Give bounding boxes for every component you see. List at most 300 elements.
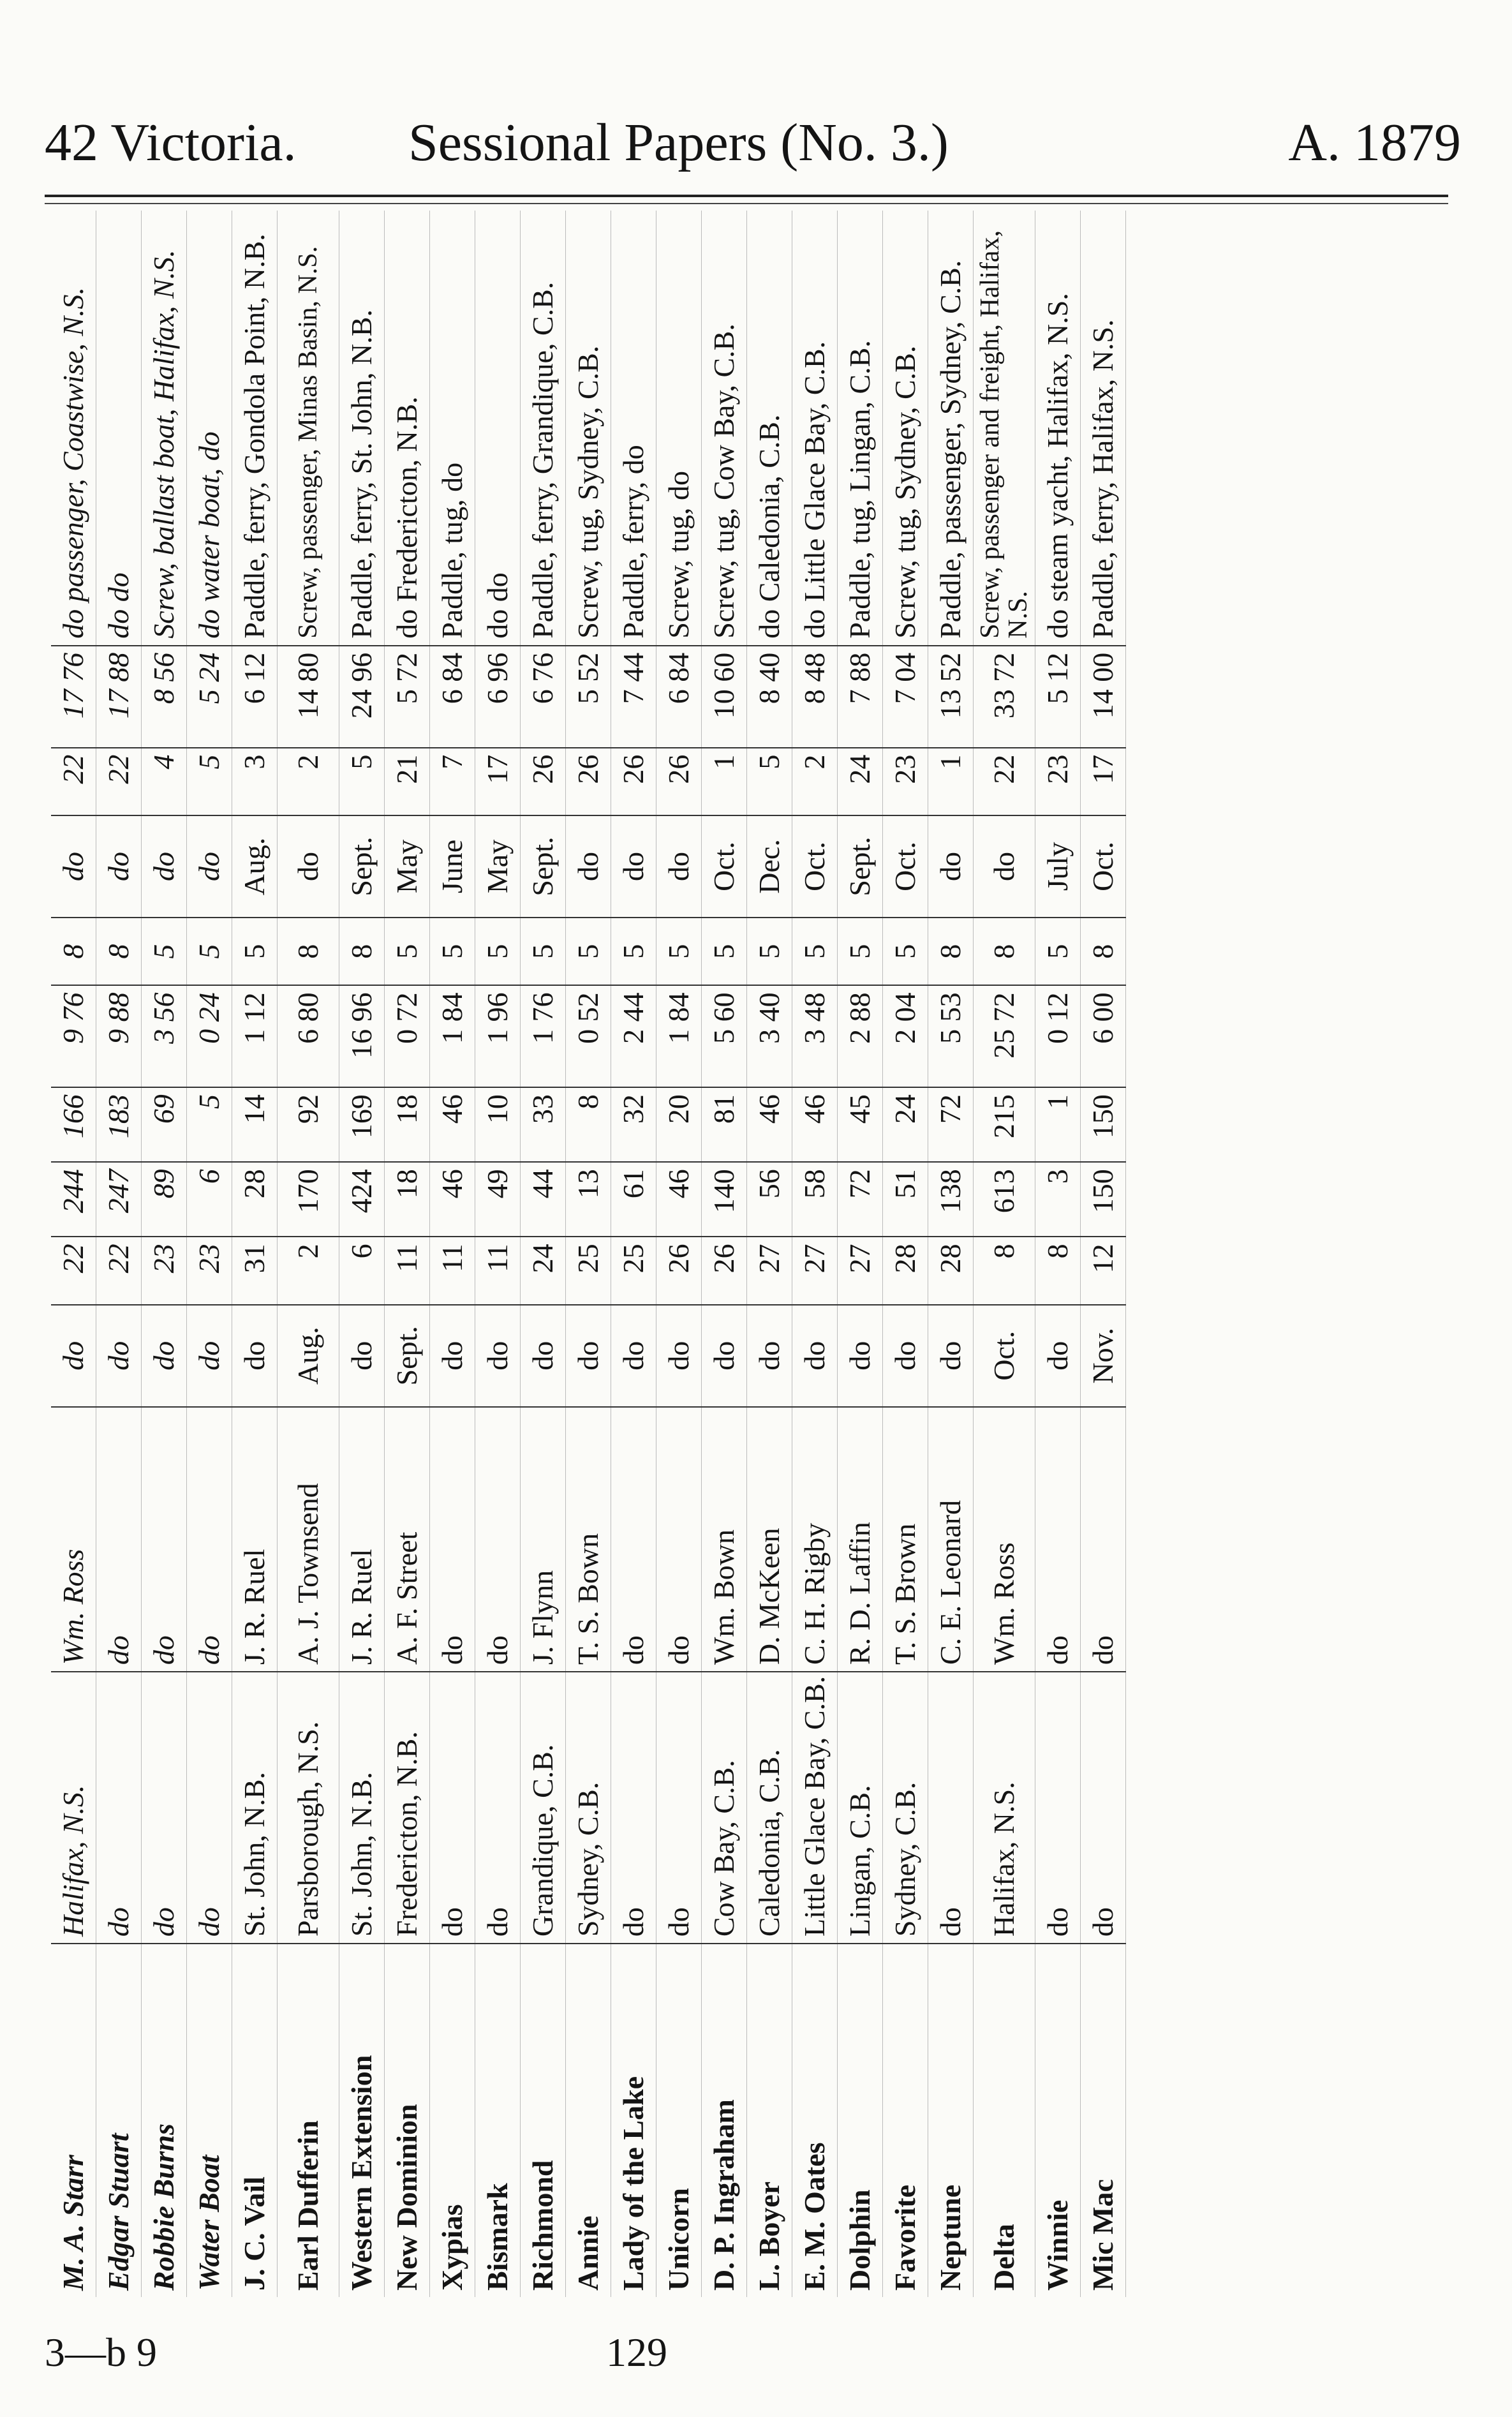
second-date-month: do [278, 815, 339, 918]
dues-amount: 1 84 [430, 985, 475, 1087]
dues-amount: 0 12 [1035, 985, 1081, 1087]
second-date-month: Sept. [521, 815, 566, 918]
vessel-description: Screw, ballast boat, Halifax, N.S. [142, 211, 187, 646]
ship-name: E. M. Oates [792, 1944, 838, 2297]
gross-tonnage: 613 [974, 1162, 1035, 1237]
ship-name: Richmond [521, 1944, 566, 2297]
table-row [1081, 211, 1126, 2297]
vessel-description: Screw, tug, Sydney, C.B. [883, 211, 928, 646]
rate-value: 5 [656, 918, 702, 986]
ship-name: Favorite [883, 1944, 928, 2297]
owner-name: C. E. Leonard [928, 1407, 974, 1672]
register-tonnage: 32 [611, 1087, 656, 1162]
dues-amount: 0 24 [187, 985, 232, 1087]
second-date-month: Oct. [1081, 815, 1126, 918]
ship-name: Annie [566, 1944, 611, 2297]
second-date-month: do [974, 815, 1035, 918]
dues-amount: 9 76 [51, 985, 96, 1087]
second-date-month: Aug. [232, 815, 278, 918]
rate-value: 5 [838, 918, 883, 986]
rate-value: 5 [566, 918, 611, 986]
rate-value: 8 [96, 918, 142, 986]
gross-tonnage: 61 [611, 1162, 656, 1237]
second-date-day: 17 [1081, 748, 1126, 816]
gross-tonnage: 18 [385, 1162, 430, 1237]
date-day: 2 [278, 1237, 339, 1305]
register-tonnage: 46 [792, 1087, 838, 1162]
register-tonnage: 8 [566, 1087, 611, 1162]
gross-tonnage: 150 [1081, 1162, 1126, 1237]
second-date-month: Oct. [792, 815, 838, 918]
second-date-month: do [51, 815, 96, 918]
register-tonnage: 150 [1081, 1087, 1126, 1162]
port-of-registry: do [430, 1672, 475, 1944]
date-day: 8 [1035, 1237, 1081, 1305]
second-date-month: do [142, 815, 187, 918]
vessel-description: Paddle, ferry, Gondola Point, N.B. [232, 211, 278, 646]
table-row [974, 211, 1035, 2297]
rate-value: 8 [278, 918, 339, 986]
total-amount: 10 60 [702, 646, 747, 748]
second-date-day: 5 [747, 748, 792, 816]
register-tonnage: 183 [96, 1087, 142, 1162]
port-of-registry: do [475, 1672, 521, 1944]
second-date-day: 1 [928, 748, 974, 816]
second-date-day: 21 [385, 748, 430, 816]
table-row [747, 211, 792, 2297]
date-day: 23 [142, 1237, 187, 1305]
gross-tonnage: 89 [142, 1162, 187, 1237]
header-session: 42 Victoria. [45, 113, 297, 172]
gross-tonnage: 46 [430, 1162, 475, 1237]
total-amount: 14 80 [278, 646, 339, 748]
date-month: do [792, 1305, 838, 1407]
rate-value: 5 [521, 918, 566, 986]
vessel-description: Screw, tug, Sydney, C.B. [566, 211, 611, 646]
vessel-description: do do [96, 211, 142, 646]
port-of-registry: Sydney, C.B. [566, 1672, 611, 1944]
gross-tonnage: 170 [278, 1162, 339, 1237]
port-of-registry: do [611, 1672, 656, 1944]
date-day: 8 [974, 1237, 1035, 1305]
date-month: Sept. [385, 1305, 430, 1407]
port-of-registry: St. John, N.B. [339, 1672, 385, 1944]
port-of-registry: Cow Bay, C.B. [702, 1672, 747, 1944]
ship-name: Lady of the Lake [611, 1944, 656, 2297]
total-amount: 24 96 [339, 646, 385, 748]
second-date-day: 3 [232, 748, 278, 816]
vessel-dues-table [51, 211, 1126, 2297]
table-row [928, 211, 974, 2297]
date-month: do [475, 1305, 521, 1407]
ship-name: Delta [974, 1944, 1035, 2297]
register-tonnage: 5 [187, 1087, 232, 1162]
date-day: 26 [702, 1237, 747, 1305]
date-month: do [232, 1305, 278, 1407]
header-year: A. 1879 [1288, 113, 1461, 172]
dues-amount: 6 80 [278, 985, 339, 1087]
rate-value: 8 [974, 918, 1035, 986]
ship-name: Water Boat [187, 1944, 232, 2297]
dues-amount: 0 72 [385, 985, 430, 1087]
rate-value: 5 [747, 918, 792, 986]
vessel-description: do passenger, Coastwise, N.S. [51, 211, 96, 646]
gross-tonnage: 28 [232, 1162, 278, 1237]
rate-value: 5 [475, 918, 521, 986]
port-of-registry: do [187, 1672, 232, 1944]
rotated-table-frame [51, 211, 1416, 2297]
second-date-day: 1 [702, 748, 747, 816]
date-day: 28 [883, 1237, 928, 1305]
date-day: 27 [747, 1237, 792, 1305]
register-tonnage: 24 [883, 1087, 928, 1162]
dues-amount: 2 44 [611, 985, 656, 1087]
second-date-day: 23 [1035, 748, 1081, 816]
register-tonnage: 18 [385, 1087, 430, 1162]
second-date-day: 4 [142, 748, 187, 816]
dues-amount: 1 96 [475, 985, 521, 1087]
second-date-month: do [96, 815, 142, 918]
total-amount: 7 04 [883, 646, 928, 748]
rate-value: 5 [1035, 918, 1081, 986]
date-month: do [702, 1305, 747, 1407]
second-date-month: Oct. [883, 815, 928, 918]
owner-name: do [611, 1407, 656, 1672]
ship-name: M. A. Starr [51, 1944, 96, 2297]
second-date-month: May [475, 815, 521, 918]
table-row [521, 211, 566, 2297]
register-tonnage: 69 [142, 1087, 187, 1162]
date-month: do [883, 1305, 928, 1407]
second-date-month: July [1035, 815, 1081, 918]
dues-amount: 1 12 [232, 985, 278, 1087]
second-date-day: 23 [883, 748, 928, 816]
gross-tonnage: 424 [339, 1162, 385, 1237]
date-month: do [142, 1305, 187, 1407]
table-row [838, 211, 883, 2297]
register-tonnage: 14 [232, 1087, 278, 1162]
date-month: do [656, 1305, 702, 1407]
rate-value: 8 [339, 918, 385, 986]
table-row [1035, 211, 1081, 2297]
second-date-month: May [385, 815, 430, 918]
date-month: do [187, 1305, 232, 1407]
port-of-registry: Lingan, C.B. [838, 1672, 883, 1944]
owner-name: D. McKeen [747, 1407, 792, 1672]
rate-value: 5 [232, 918, 278, 986]
owner-name: do [1035, 1407, 1081, 1672]
table-row [278, 211, 339, 2297]
owner-name: do [656, 1407, 702, 1672]
total-amount: 8 48 [792, 646, 838, 748]
date-day: 27 [838, 1237, 883, 1305]
owner-name: do [96, 1407, 142, 1672]
total-amount: 5 24 [187, 646, 232, 748]
vessel-description: Paddle, ferry, do [611, 211, 656, 646]
second-date-month: Sept. [339, 815, 385, 918]
table-row [51, 211, 96, 2297]
date-day: 12 [1081, 1237, 1126, 1305]
gross-tonnage: 140 [702, 1162, 747, 1237]
dues-amount: 3 56 [142, 985, 187, 1087]
total-amount: 13 52 [928, 646, 974, 748]
owner-name: T. S. Brown [883, 1407, 928, 1672]
date-month: Oct. [974, 1305, 1035, 1407]
rate-value: 8 [1081, 918, 1126, 986]
dues-amount: 2 88 [838, 985, 883, 1087]
dues-amount: 3 40 [747, 985, 792, 1087]
gross-tonnage: 244 [51, 1162, 96, 1237]
register-tonnage: 45 [838, 1087, 883, 1162]
owner-name: do [475, 1407, 521, 1672]
total-amount: 17 76 [51, 646, 96, 748]
register-tonnage: 46 [747, 1087, 792, 1162]
ship-name: Mic Mac [1081, 1944, 1126, 2297]
gross-tonnage: 3 [1035, 1162, 1081, 1237]
header-title: Sessional Papers (No. 3.) [408, 113, 949, 172]
table-row [792, 211, 838, 2297]
table-row [702, 211, 747, 2297]
date-day: 11 [430, 1237, 475, 1305]
rate-value: 5 [792, 918, 838, 986]
table-body [51, 211, 1126, 2297]
ship-name: Winnie [1035, 1944, 1081, 2297]
total-amount: 8 40 [747, 646, 792, 748]
table-row [611, 211, 656, 2297]
date-day: 24 [521, 1237, 566, 1305]
owner-name: C. H. Rigby [792, 1407, 838, 1672]
date-month: do [566, 1305, 611, 1407]
ship-name: Edgar Stuart [96, 1944, 142, 2297]
port-of-registry: Parsborough, N.S. [278, 1672, 339, 1944]
rate-value: 8 [51, 918, 96, 986]
ship-name: New Dominion [385, 1944, 430, 2297]
ship-name: L. Boyer [747, 1944, 792, 2297]
date-day: 28 [928, 1237, 974, 1305]
date-day: 22 [96, 1237, 142, 1305]
register-tonnage: 72 [928, 1087, 974, 1162]
table-row [883, 211, 928, 2297]
table-row [142, 211, 187, 2297]
gross-tonnage: 138 [928, 1162, 974, 1237]
vessel-description: Paddle, ferry, Halifax, N.S. [1081, 211, 1126, 646]
rate-value: 8 [928, 918, 974, 986]
second-date-day: 24 [838, 748, 883, 816]
vessel-description: do water boat, do [187, 211, 232, 646]
ship-name: Robbie Burns [142, 1944, 187, 2297]
second-date-month: do [187, 815, 232, 918]
total-amount: 6 12 [232, 646, 278, 748]
ship-name: Bismark [475, 1944, 521, 2297]
owner-name: R. D. Laffin [838, 1407, 883, 1672]
gross-tonnage: 49 [475, 1162, 521, 1237]
date-month: do [339, 1305, 385, 1407]
rate-value: 5 [187, 918, 232, 986]
rate-value: 5 [142, 918, 187, 986]
gross-tonnage: 44 [521, 1162, 566, 1237]
date-month: do [838, 1305, 883, 1407]
port-of-registry: Sydney, C.B. [883, 1672, 928, 1944]
vessel-description: do steam yacht, Halifax, N.S. [1035, 211, 1081, 646]
dues-amount: 5 60 [702, 985, 747, 1087]
table-row [232, 211, 278, 2297]
total-amount: 14 00 [1081, 646, 1126, 748]
port-of-registry: do [96, 1672, 142, 1944]
table-row [187, 211, 232, 2297]
gross-tonnage: 247 [96, 1162, 142, 1237]
second-date-day: 17 [475, 748, 521, 816]
owner-name: T. S. Bown [566, 1407, 611, 1672]
second-date-month: Dec. [747, 815, 792, 918]
vessel-description: do Fredericton, N.B. [385, 211, 430, 646]
date-month: do [96, 1305, 142, 1407]
date-day: 26 [656, 1237, 702, 1305]
vessel-description: do Caledonia, C.B. [747, 211, 792, 646]
owner-name: do [1081, 1407, 1126, 1672]
ship-name: Earl Dufferin [278, 1944, 339, 2297]
port-of-registry: Fredericton, N.B. [385, 1672, 430, 1944]
dues-amount: 9 88 [96, 985, 142, 1087]
register-tonnage: 20 [656, 1087, 702, 1162]
total-amount: 5 72 [385, 646, 430, 748]
ship-name: D. P. Ingraham [702, 1944, 747, 2297]
register-tonnage: 81 [702, 1087, 747, 1162]
owner-name: A. J. Townsend [278, 1407, 339, 1672]
dues-amount: 3 48 [792, 985, 838, 1087]
port-of-registry: Halifax, N.S. [974, 1672, 1035, 1944]
owner-name: Wm. Ross [974, 1407, 1035, 1672]
dues-amount: 0 52 [566, 985, 611, 1087]
second-date-month: Sept. [838, 815, 883, 918]
rate-value: 5 [385, 918, 430, 986]
second-date-day: 2 [792, 748, 838, 816]
total-amount: 33 72 [974, 646, 1035, 748]
total-amount: 8 56 [142, 646, 187, 748]
ship-name: Dolphin [838, 1944, 883, 2297]
date-day: 31 [232, 1237, 278, 1305]
dues-amount: 5 53 [928, 985, 974, 1087]
second-date-month: do [611, 815, 656, 918]
register-tonnage: 33 [521, 1087, 566, 1162]
vessel-description: do do [475, 211, 521, 646]
total-amount: 17 88 [96, 646, 142, 748]
total-amount: 6 76 [521, 646, 566, 748]
second-date-day: 22 [96, 748, 142, 816]
owner-name: do [430, 1407, 475, 1672]
second-date-month: Oct. [702, 815, 747, 918]
dues-amount: 2 04 [883, 985, 928, 1087]
register-tonnage: 10 [475, 1087, 521, 1162]
rate-value: 5 [702, 918, 747, 986]
port-of-registry: Little Glace Bay, C.B. [792, 1672, 838, 1944]
second-date-month: do [928, 815, 974, 918]
vessel-description: do Little Glace Bay, C.B. [792, 211, 838, 646]
register-tonnage: 46 [430, 1087, 475, 1162]
owner-name: J. R. Ruel [339, 1407, 385, 1672]
table-row [475, 211, 521, 2297]
date-day: 27 [792, 1237, 838, 1305]
port-of-registry: St. John, N.B. [232, 1672, 278, 1944]
header-rule-thin [45, 203, 1448, 204]
header-rule [45, 195, 1448, 197]
date-month: do [611, 1305, 656, 1407]
dues-amount: 1 76 [521, 985, 566, 1087]
date-day: 23 [187, 1237, 232, 1305]
date-month: Aug. [278, 1305, 339, 1407]
second-date-day: 7 [430, 748, 475, 816]
owner-name: Wm. Ross [51, 1407, 96, 1672]
owner-name: do [187, 1407, 232, 1672]
total-amount: 7 88 [838, 646, 883, 748]
vessel-description: Paddle, tug, Lingan, C.B. [838, 211, 883, 646]
vessel-description: Screw, passenger, Minas Basin, N.S. [278, 211, 339, 646]
dues-amount: 16 96 [339, 985, 385, 1087]
vessel-description: Screw, tug, do [656, 211, 702, 646]
owner-name: A. F. Street [385, 1407, 430, 1672]
date-month: do [928, 1305, 974, 1407]
total-amount: 6 84 [656, 646, 702, 748]
vessel-description: Paddle, ferry, Grandique, C.B. [521, 211, 566, 646]
second-date-month: do [566, 815, 611, 918]
gross-tonnage: 58 [792, 1162, 838, 1237]
gross-tonnage: 46 [656, 1162, 702, 1237]
table-row [566, 211, 611, 2297]
second-date-month: June [430, 815, 475, 918]
port-of-registry: Halifax, N.S. [51, 1672, 96, 1944]
owner-name: J. R. Ruel [232, 1407, 278, 1672]
total-amount: 7 44 [611, 646, 656, 748]
signature-mark: 3—b 9 [45, 2330, 157, 2375]
vessel-description: Paddle, tug, do [430, 211, 475, 646]
date-day: 6 [339, 1237, 385, 1305]
date-month: do [51, 1305, 96, 1407]
port-of-registry: Caledonia, C.B. [747, 1672, 792, 1944]
total-amount: 6 96 [475, 646, 521, 748]
port-of-registry: Grandique, C.B. [521, 1672, 566, 1944]
dues-amount: 1 84 [656, 985, 702, 1087]
register-tonnage: 215 [974, 1087, 1035, 1162]
gross-tonnage: 13 [566, 1162, 611, 1237]
rate-value: 5 [430, 918, 475, 986]
date-month: do [521, 1305, 566, 1407]
table-row [656, 211, 702, 2297]
dues-amount: 25 72 [974, 985, 1035, 1087]
gross-tonnage: 51 [883, 1162, 928, 1237]
rate-value: 5 [611, 918, 656, 986]
port-of-registry: do [928, 1672, 974, 1944]
ship-name: Neptune [928, 1944, 974, 2297]
vessel-description: Paddle, ferry, St. John, N.B. [339, 211, 385, 646]
register-tonnage: 1 [1035, 1087, 1081, 1162]
vessel-description: Screw, passenger and freight, Halifax, N.S. [974, 211, 1035, 646]
vessel-description: Screw, tug, Cow Bay, C.B. [702, 211, 747, 646]
page-number: 129 [606, 2330, 667, 2375]
total-amount: 5 52 [566, 646, 611, 748]
second-date-day: 26 [656, 748, 702, 816]
port-of-registry: do [1035, 1672, 1081, 1944]
page-header [0, 0, 1512, 211]
register-tonnage: 166 [51, 1087, 96, 1162]
second-date-day: 26 [521, 748, 566, 816]
table-row [385, 211, 430, 2297]
total-amount: 5 12 [1035, 646, 1081, 748]
register-tonnage: 169 [339, 1087, 385, 1162]
second-date-day: 2 [278, 748, 339, 816]
date-day: 25 [566, 1237, 611, 1305]
date-month: do [747, 1305, 792, 1407]
gross-tonnage: 6 [187, 1162, 232, 1237]
ship-name: Xypias [430, 1944, 475, 2297]
